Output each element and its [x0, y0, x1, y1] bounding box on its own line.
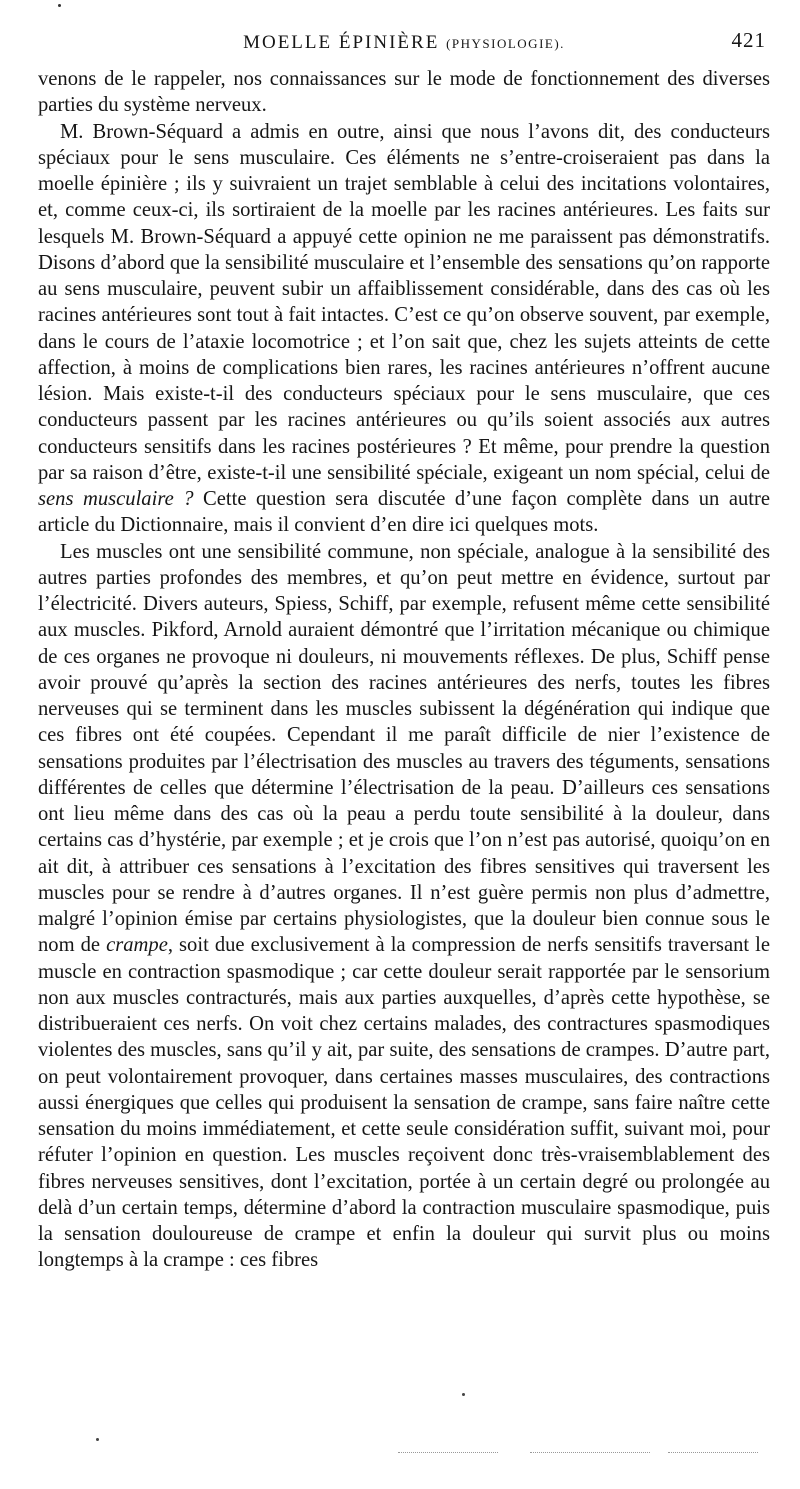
- bottom-rule: [530, 1452, 650, 1454]
- paragraph-text: Les muscles ont une sensibilité commune, non spéciale, analogue à la sensibilité des autres parties profondes des membres, et qu’on peut mettre en évidence, surtout par l’électricité. Divers auteurs, Spiess, Schiff, par exemple, refusent même cette sensibilité aux muscles. Pikford, Arnold auraient démontré que l’irritation mécanique ou chimique de ces organes ne provoque ni douleurs, ni mouvements réflexes. De plus, Schiff pense avoir prouvé qu’après la section des racines antérieures des nerfs, toutes les fibres nerveuses qui se terminent dans les muscles subissent la dégénération qui indique que ces fibres ont été coupées. Cependant il me paraît difficile de nier l’existence de sensations produites par l’électrisation des muscles au travers des téguments, sensations différentes de celles que détermine l’électrisation de la peau. D’ailleurs ces sensations ont lieu même dans des cas où la peau a perdu toute sensibilité à la douleur, dans certains cas d’hystérie, par exemple ; et je crois que l’on n’est pas autorisé, quoiqu’on en ait dit, à attribuer ces sensations à l’excitation des fibres sensitives qui traversent les muscles pour se rendre à d’autres organes. Il n’est guère permis non plus d’admettre, malgré l’opinion émise par certains physiologistes, que la douleur bien connue sous le nom de: [38, 540, 770, 957]
- book-page: [38, 22, 770, 1274]
- paragraph-text: , soit due exclusivement à la compression de nerfs sensitifs traversant le muscle en contraction spasmodique ; car cette douleur serait rapportée par le sensorium non aux muscles contracturés, mais aux parties auxquelles, d’après cette hypothèse, se distribueraient ces nerfs. On voit chez certains malades, des contractures spasmodiques violentes des muscles, sans qu’il y ait, par suite, des sensations de crampes. D’autre part, on peut volontairement provoquer, dans certaines masses musculaires, des contractions aussi énergiques que celles qui produisent la sensation de crampe, sans faire naître cette sensation du moins immédiatement, et cette seule considération suffit, suivant moi, pour réfuter l’opinion en question. Les muscles reçoivent donc très-vraisemblablement des fibres nerveuses sensitives, dont l’excitation, portée à un certain degré ou prolongée au delà d’un certain temps, détermine d’abord la contraction musculaire spasmodique, puis la sensation douloureuse de crampe et enfin la douleur qui survit plus ou moins longtemps à la crampe : ces fibres: [38, 934, 770, 1272]
- bottom-rule: [398, 1452, 498, 1454]
- paragraph: [38, 66, 770, 119]
- header-subtitle: (PHYSIOLOGIE).: [446, 36, 565, 51]
- header-title: MOELLE ÉPINIÈRE: [243, 32, 440, 53]
- ink-speck: [462, 1393, 465, 1396]
- running-head: [38, 22, 770, 60]
- running-title: [38, 32, 770, 54]
- paragraph-text: M. Brown-Séquard a admis en outre, ainsi que nous l’avons dit, des conducteurs spéciaux pour le sens musculaire. Ces éléments ne s’entre-croiseraient pas dans la moelle épinière ; ils y suivraient un trajet semblable à celui des incitations volontaires, et, comme ceux-ci, ils sortiraient de la moelle par les racines antérieures. Les faits sur lesquels M. Brown-Séquard a appuyé cette opinion ne me paraissent pas démonstratifs. Disons d’abord que la sensibilité musculaire et l’ensemble des sensations qu’on rapporte au sens musculaire, peuvent subir un affaiblissement considérable, dans des cas où les racines antérieures sont tout à fait intactes. C’est ce qu’on observe souvent, par exemple, dans le cours de l’ataxie locomotrice ; et l’on sait que, chez les sujets atteints de cette affection, à moins de complications bien rares, les racines antérieures n’offrent aucune lésion. Mais existe-t-il des conducteurs spéciaux pour le sens musculaire, que ces conducteurs passent par les racines antérieures ou qu’ils soient associés aux autres conducteurs sensitifs dans les racines postérieures ? Et même, pour prendre la question par sa raison d’être, existe-t-il une sensibilité spéciale, exigeant un nom spécial, celui de: [38, 120, 770, 484]
- ink-speck: [96, 1438, 99, 1441]
- ink-speck-top: [58, 4, 61, 7]
- page-number: 421: [731, 28, 766, 52]
- bottom-rule: [668, 1452, 758, 1454]
- paragraph-text: venons de le rappeler, nos connaissances sur le mode de fonctionnement des diverses parties du système nerveux.: [38, 68, 770, 117]
- paragraph-text: Cette question sera discutée d’une façon complète dans un autre article du Dictionnaire, mais il convient d’en dire ici quelques mots.: [38, 488, 770, 537]
- body-text: [38, 66, 770, 1274]
- paragraph: [38, 119, 770, 539]
- paragraph: [38, 539, 770, 1274]
- italic-text: crampe: [106, 934, 168, 957]
- italic-text: sens musculaire ?: [38, 488, 194, 510]
